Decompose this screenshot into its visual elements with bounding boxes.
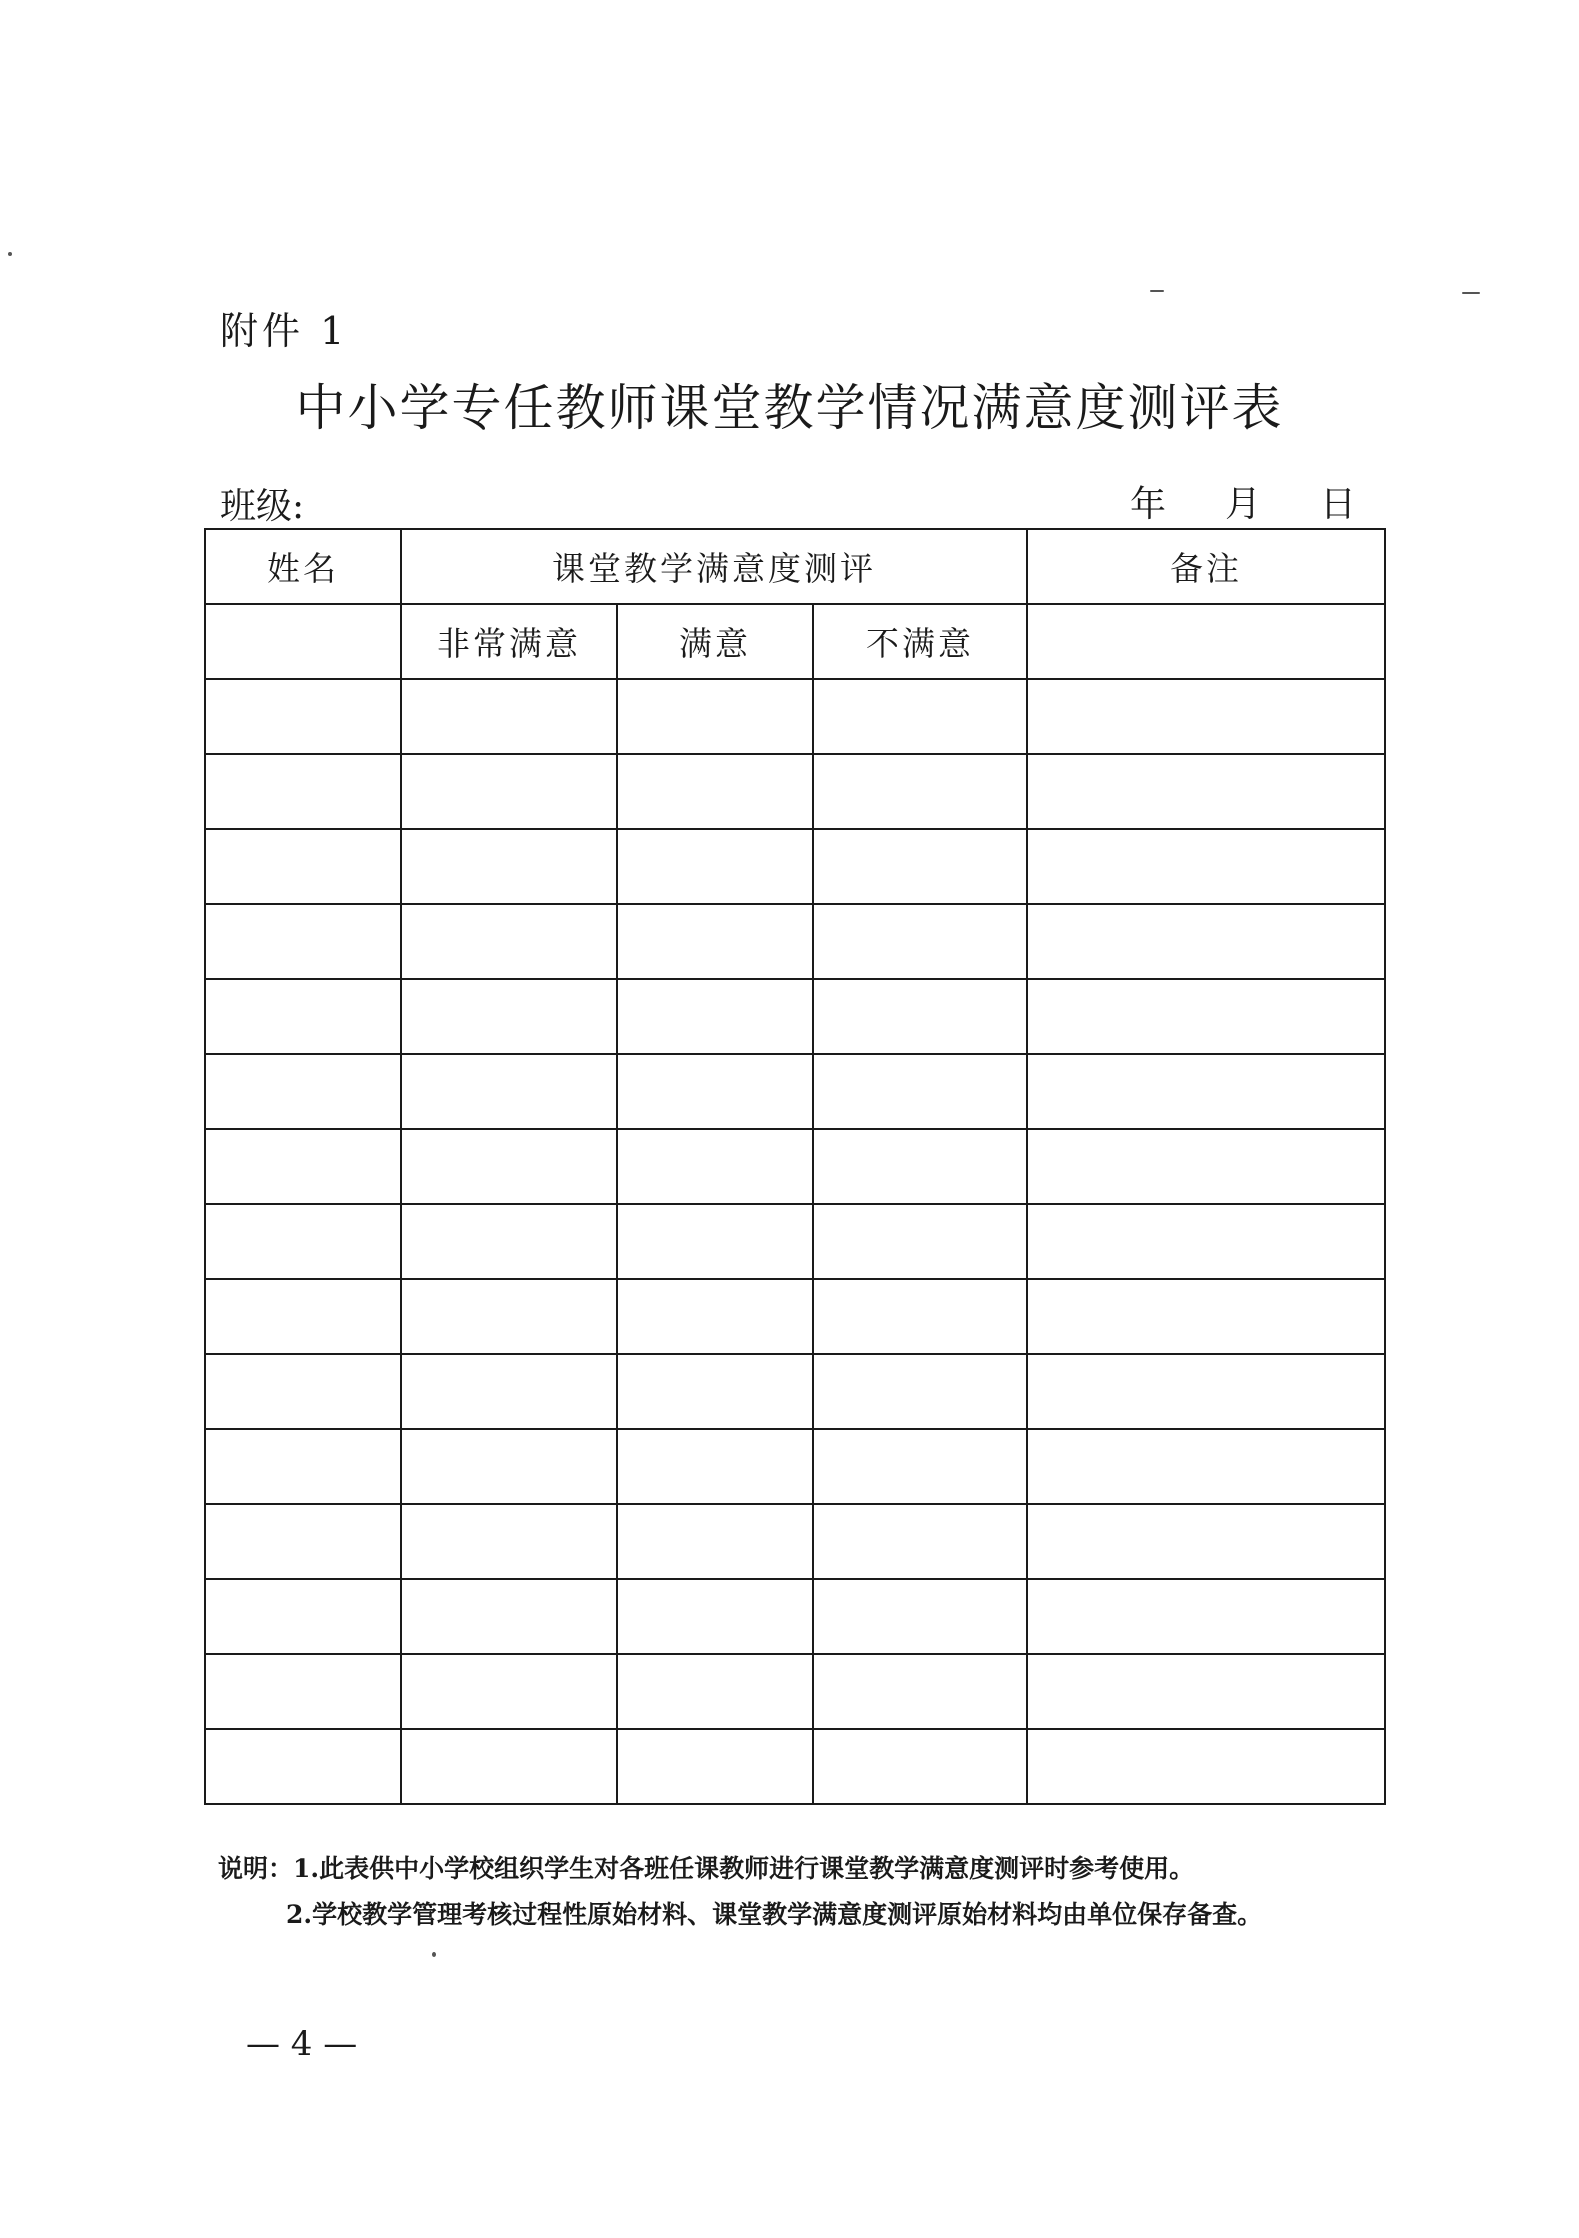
- date-month-label: 月: [1225, 484, 1262, 525]
- cell-unsatisfied[interactable]: [813, 829, 1027, 904]
- cell-unsatisfied[interactable]: [813, 1429, 1027, 1504]
- header-evaluation: 课堂教学满意度测评: [401, 529, 1027, 604]
- cell-unsatisfied[interactable]: [813, 1579, 1027, 1654]
- table-row: [205, 1654, 1385, 1729]
- cell-name[interactable]: [205, 904, 401, 979]
- cell-satisfied[interactable]: [617, 829, 813, 904]
- note-line-2: 2.学校教学管理考核过程性原始材料、课堂教学满意度测评原始材料均由单位保存备查。: [286, 1900, 1263, 1929]
- table-row: [205, 1054, 1385, 1129]
- cell-name[interactable]: [205, 979, 401, 1054]
- notes: [218, 1846, 1262, 1938]
- table-row: [205, 1129, 1385, 1204]
- subheader-satisfied: 满意: [617, 604, 813, 679]
- cell-unsatisfied[interactable]: [813, 1054, 1027, 1129]
- cell-remarks[interactable]: [1027, 1429, 1385, 1504]
- cell-name[interactable]: [205, 1729, 401, 1804]
- table-row: [205, 904, 1385, 979]
- class-label: 班级:: [220, 486, 305, 527]
- cell-satisfied[interactable]: [617, 1354, 813, 1429]
- cell-very-satisfied[interactable]: [401, 754, 617, 829]
- cell-unsatisfied[interactable]: [813, 754, 1027, 829]
- table-subheader-row: [205, 604, 1385, 679]
- cell-very-satisfied[interactable]: [401, 979, 617, 1054]
- table-row: [205, 1429, 1385, 1504]
- cell-remarks[interactable]: [1027, 679, 1385, 754]
- cell-satisfied[interactable]: [617, 1429, 813, 1504]
- cell-satisfied[interactable]: [617, 1129, 813, 1204]
- cell-satisfied[interactable]: [617, 1579, 813, 1654]
- cell-name[interactable]: [205, 1279, 401, 1354]
- cell-satisfied[interactable]: [617, 1504, 813, 1579]
- evaluation-table: [204, 528, 1386, 1805]
- cell-very-satisfied[interactable]: [401, 1729, 617, 1804]
- subheader-remarks-blank: [1027, 604, 1385, 679]
- scan-speck: [8, 252, 12, 256]
- cell-very-satisfied[interactable]: [401, 1504, 617, 1579]
- cell-satisfied[interactable]: [617, 1654, 813, 1729]
- cell-unsatisfied[interactable]: [813, 1204, 1027, 1279]
- scan-speck: [432, 1952, 436, 1957]
- header-name: 姓名: [205, 529, 401, 604]
- cell-name[interactable]: [205, 1354, 401, 1429]
- date-fields: [1130, 476, 1360, 527]
- cell-unsatisfied[interactable]: [813, 1729, 1027, 1804]
- cell-name[interactable]: [205, 1654, 401, 1729]
- date-year-label: 年: [1130, 484, 1167, 525]
- note-line-1: 说明：1.此表供中小学校组织学生对各班任课教师进行课堂教学满意度测评时参考使用。: [218, 1854, 1195, 1883]
- cell-name[interactable]: [205, 1429, 401, 1504]
- cell-very-satisfied[interactable]: [401, 1129, 617, 1204]
- cell-very-satisfied[interactable]: [401, 1354, 617, 1429]
- cell-unsatisfied[interactable]: [813, 904, 1027, 979]
- cell-satisfied[interactable]: [617, 1204, 813, 1279]
- page-title: 中小学专任教师课堂教学情况满意度测评表: [295, 379, 1284, 437]
- cell-satisfied[interactable]: [617, 1054, 813, 1129]
- cell-very-satisfied[interactable]: [401, 829, 617, 904]
- cell-remarks[interactable]: [1027, 1354, 1385, 1429]
- cell-satisfied[interactable]: [617, 979, 813, 1054]
- cell-unsatisfied[interactable]: [813, 1504, 1027, 1579]
- cell-very-satisfied[interactable]: [401, 1054, 617, 1129]
- cell-name[interactable]: [205, 1579, 401, 1654]
- cell-very-satisfied[interactable]: [401, 679, 617, 754]
- cell-remarks[interactable]: [1027, 1054, 1385, 1129]
- cell-unsatisfied[interactable]: [813, 979, 1027, 1054]
- cell-name[interactable]: [205, 829, 401, 904]
- cell-remarks[interactable]: [1027, 979, 1385, 1054]
- cell-very-satisfied[interactable]: [401, 1279, 617, 1354]
- cell-very-satisfied[interactable]: [401, 904, 617, 979]
- cell-name[interactable]: [205, 1204, 401, 1279]
- cell-name[interactable]: [205, 679, 401, 754]
- scan-speck: [1150, 290, 1164, 292]
- cell-remarks[interactable]: [1027, 1279, 1385, 1354]
- attachment-label: 附件 1: [220, 309, 349, 353]
- table-row: [205, 829, 1385, 904]
- cell-very-satisfied[interactable]: [401, 1429, 617, 1504]
- table-row: [205, 1279, 1385, 1354]
- cell-satisfied[interactable]: [617, 1729, 813, 1804]
- cell-remarks[interactable]: [1027, 1654, 1385, 1729]
- cell-unsatisfied[interactable]: [813, 1279, 1027, 1354]
- cell-remarks[interactable]: [1027, 1579, 1385, 1654]
- cell-remarks[interactable]: [1027, 1504, 1385, 1579]
- subheader-unsatisfied: 不满意: [813, 604, 1027, 679]
- cell-satisfied[interactable]: [617, 904, 813, 979]
- cell-remarks[interactable]: [1027, 829, 1385, 904]
- header-remarks: 备注: [1027, 529, 1385, 604]
- cell-remarks[interactable]: [1027, 904, 1385, 979]
- cell-very-satisfied[interactable]: [401, 1204, 617, 1279]
- cell-remarks[interactable]: [1027, 1129, 1385, 1204]
- cell-name[interactable]: [205, 1129, 401, 1204]
- table-row: [205, 754, 1385, 829]
- table-header-row: [205, 529, 1385, 604]
- table-row: [205, 1354, 1385, 1429]
- cell-satisfied[interactable]: [617, 754, 813, 829]
- cell-unsatisfied[interactable]: [813, 679, 1027, 754]
- table-row: [205, 679, 1385, 754]
- cell-unsatisfied[interactable]: [813, 1129, 1027, 1204]
- cell-satisfied[interactable]: [617, 679, 813, 754]
- cell-name[interactable]: [205, 1054, 401, 1129]
- cell-remarks[interactable]: [1027, 1204, 1385, 1279]
- cell-remarks[interactable]: [1027, 754, 1385, 829]
- cell-unsatisfied[interactable]: [813, 1354, 1027, 1429]
- table-row: [205, 1204, 1385, 1279]
- table-row: [205, 979, 1385, 1054]
- subheader-blank: [205, 604, 401, 679]
- table-row: [205, 1504, 1385, 1579]
- cell-name[interactable]: [205, 754, 401, 829]
- page-number: — 4 —: [246, 2024, 358, 2064]
- cell-name[interactable]: [205, 1504, 401, 1579]
- cell-very-satisfied[interactable]: [401, 1579, 617, 1654]
- cell-remarks[interactable]: [1027, 1729, 1385, 1804]
- cell-satisfied[interactable]: [617, 1279, 813, 1354]
- cell-unsatisfied[interactable]: [813, 1654, 1027, 1729]
- table-row: [205, 1729, 1385, 1804]
- table-row: [205, 1579, 1385, 1654]
- date-day-label: 日: [1320, 484, 1357, 525]
- cell-very-satisfied[interactable]: [401, 1654, 617, 1729]
- subheader-very-satisfied: 非常满意: [401, 604, 617, 679]
- scan-speck: [1462, 292, 1480, 294]
